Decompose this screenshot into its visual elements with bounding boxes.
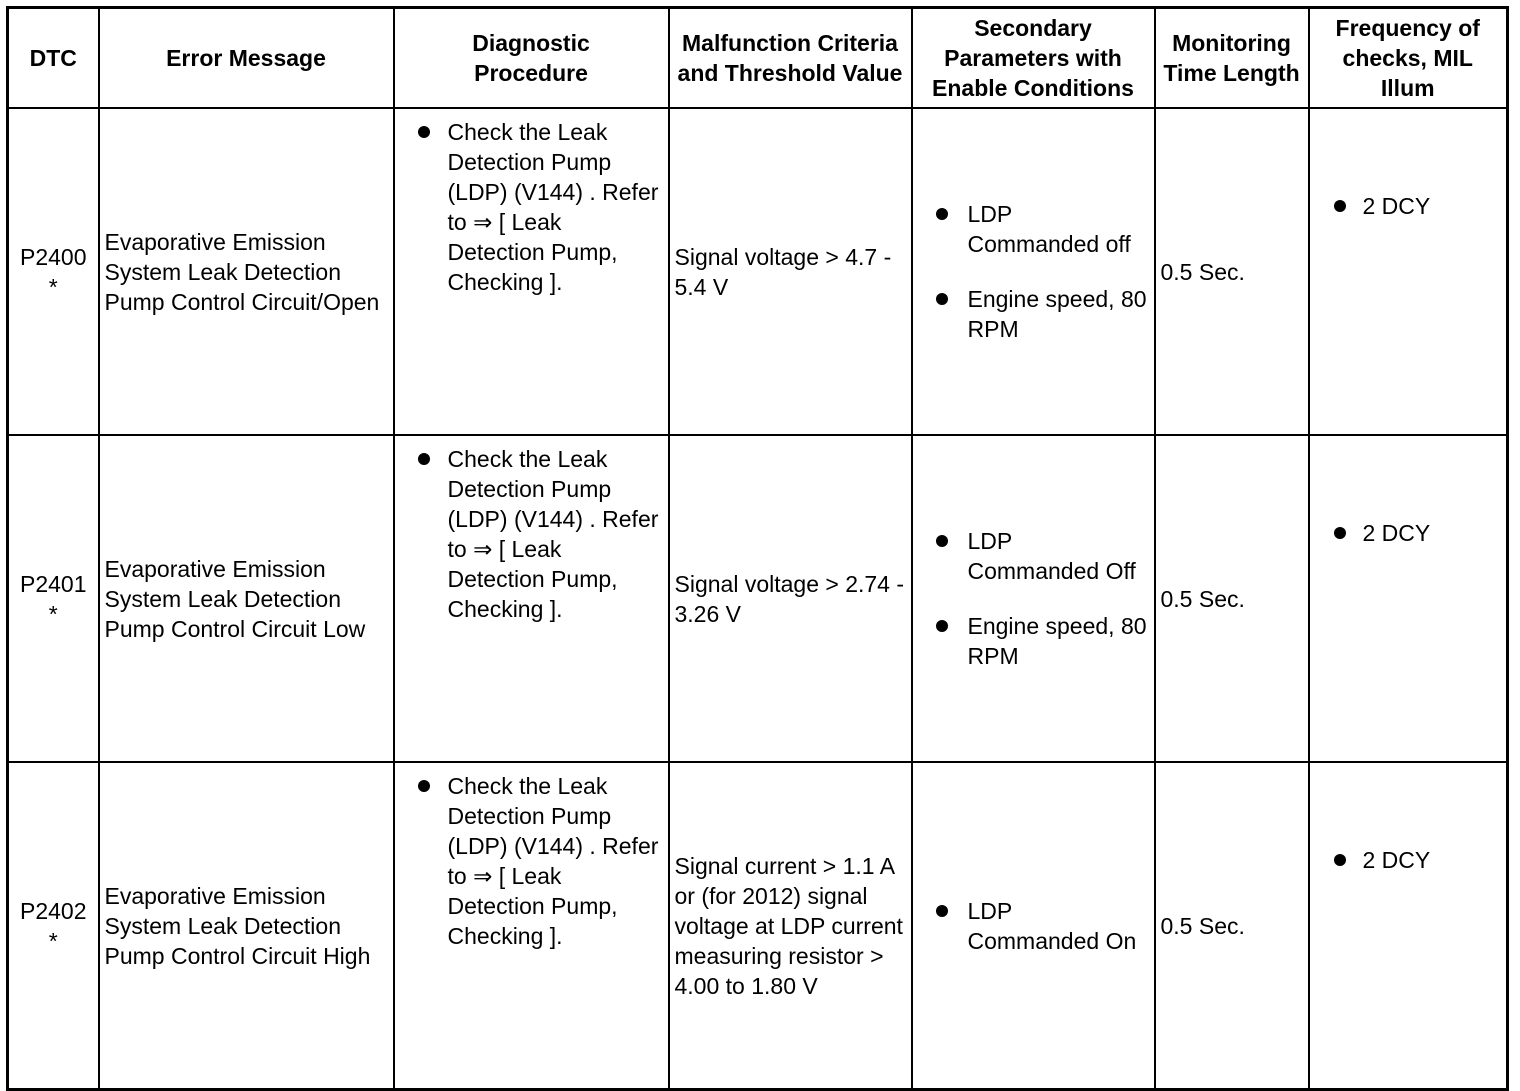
dtc-code: P2401 xyxy=(19,570,87,597)
header-frequency xyxy=(1309,8,1508,109)
procedure-item: Check the Leak Detection Pump (LDP) (V144) . Refer to ⇒ [ Leak Detection Pump, Checking ]. xyxy=(400,771,663,951)
frequency-cell xyxy=(1309,435,1508,762)
monitoring-time-cell: 0.5 Sec. xyxy=(1155,108,1309,435)
procedure-item: Check the Leak Detection Pump (LDP) (V144) . Refer to ⇒ [ Leak Detection Pump, Checking ]. xyxy=(400,117,663,297)
header-frequency-text: Frequency of checks, MIL Illum xyxy=(1335,15,1480,101)
frequency-list xyxy=(1315,845,1502,875)
dtc-asterisk: * xyxy=(48,600,58,627)
table-row xyxy=(8,762,1508,1090)
table-row xyxy=(8,435,1508,762)
procedure-list xyxy=(400,117,663,297)
secondary-parameters-list xyxy=(918,199,1149,344)
frequency-item: 2 DCY xyxy=(1315,191,1502,221)
error-message-cell: Evaporative Emission System Leak Detection Pump Control Circuit High xyxy=(99,762,394,1090)
frequency-list xyxy=(1315,518,1502,548)
dtc-asterisk: * xyxy=(48,927,58,954)
header-diagnostic-procedure xyxy=(394,8,669,109)
procedure-list xyxy=(400,771,663,951)
header-secondary-parameters: Secondary Parameters with Enable Conditions xyxy=(912,8,1155,109)
error-message-cell: Evaporative Emission System Leak Detection Pump Control Circuit/Open xyxy=(99,108,394,435)
malfunction-criteria-cell: Signal voltage > 2.74 - 3.26 V xyxy=(669,435,912,762)
secondary-parameters-cell xyxy=(912,435,1155,762)
header-error-message: Error Message xyxy=(99,8,394,109)
dtc-cell xyxy=(8,108,99,435)
diagnostic-procedure-cell xyxy=(394,762,669,1090)
table-body xyxy=(8,108,1508,1090)
malfunction-criteria-cell: Signal voltage > 4.7 - 5.4 V xyxy=(669,108,912,435)
document-page xyxy=(6,6,1508,999)
malfunction-criteria-cell: Signal current > 1.1 A or (for 2012) signal voltage at LDP current measuring resistor > 4.00 to 1.80 V xyxy=(669,762,912,1090)
frequency-item: 2 DCY xyxy=(1315,518,1502,548)
dtc-code: P2400 xyxy=(19,243,87,270)
header-dtc: DTC xyxy=(8,8,99,109)
secondary-item: LDP Commanded Off xyxy=(918,526,1149,586)
frequency-list xyxy=(1315,191,1502,221)
monitoring-time-cell: 0.5 Sec. xyxy=(1155,435,1309,762)
secondary-item: LDP Commanded On xyxy=(918,896,1149,956)
secondary-parameters-cell xyxy=(912,762,1155,1090)
secondary-parameters-list xyxy=(918,526,1149,671)
header-malfunction-criteria: Malfunction Criteria and Threshold Value xyxy=(669,8,912,109)
secondary-parameters-cell xyxy=(912,108,1155,435)
dtc-cell xyxy=(8,435,99,762)
monitoring-time-cell: 0.5 Sec. xyxy=(1155,762,1309,1090)
diagnostic-procedure-cell xyxy=(394,108,669,435)
frequency-item: 2 DCY xyxy=(1315,845,1502,875)
dtc-asterisk: * xyxy=(48,273,58,300)
error-message-cell: Evaporative Emission System Leak Detection Pump Control Circuit Low xyxy=(99,435,394,762)
frequency-cell xyxy=(1309,108,1508,435)
secondary-item: Engine speed, 80 RPM xyxy=(918,611,1149,671)
secondary-parameters-list xyxy=(918,896,1149,956)
frequency-cell xyxy=(1309,762,1508,1090)
secondary-item: Engine speed, 80 RPM xyxy=(918,284,1149,344)
procedure-item: Check the Leak Detection Pump (LDP) (V144) . Refer to ⇒ [ Leak Detection Pump, Checking ]. xyxy=(400,444,663,624)
secondary-item: LDP Commanded off xyxy=(918,199,1149,259)
procedure-list xyxy=(400,444,663,624)
diagnostic-procedure-cell xyxy=(394,435,669,762)
header-diagnostic-procedure-text: Diagnostic Procedure xyxy=(472,30,590,86)
dtc-cell xyxy=(8,762,99,1090)
dtc-code: P2402 xyxy=(19,897,87,924)
table-row xyxy=(8,108,1508,435)
header-monitoring-time: Monitoring Time Length xyxy=(1155,8,1309,109)
header-row xyxy=(8,8,1508,109)
dtc-table xyxy=(6,6,1509,1091)
